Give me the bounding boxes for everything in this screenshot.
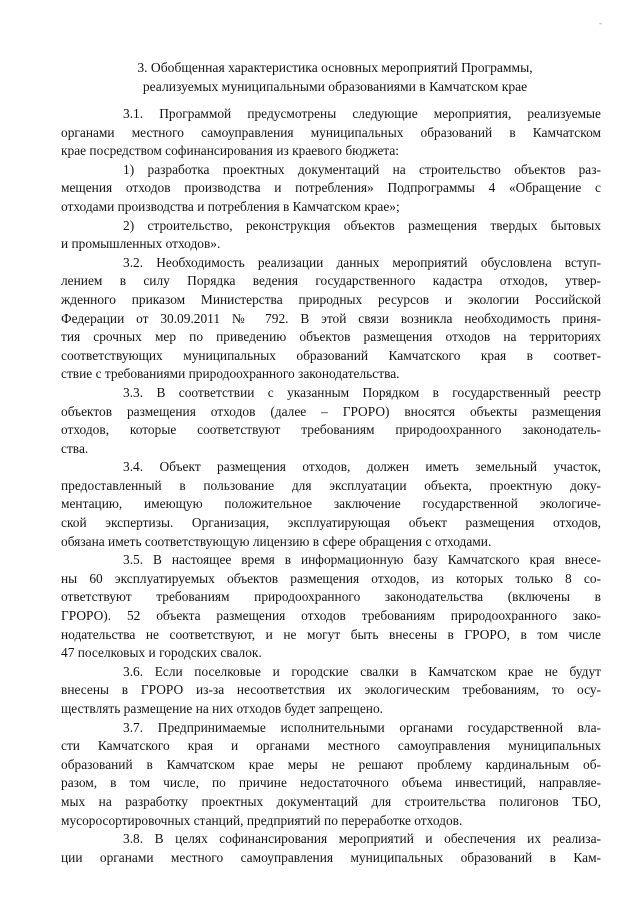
paragraph-line: 3.7. Предпринимаемые исполнительными органами государственной вла- [123,719,601,735]
paragraph-line: 47 поселковых и городских свалок. [61,645,262,661]
paragraph-line: 2) строительство, реконструкция объектов размещения твердых бытовых [123,217,601,233]
section-heading-line-2: реализуемых муниципальными образованиями в Камчатском крае [142,79,528,94]
paragraph-line: ГРОРО). 52 объекта размещения отходов требованиям природоохранного зако- [61,608,601,624]
paragraph [61,254,601,384]
paragraph-line: объектов размещения отходов (далее – ГРОРО) вносятся объекты размещения [61,403,601,419]
paragraph [61,551,601,663]
paragraph-line: ментацию, имеющую положительное заключение государственной экологиче- [61,496,601,512]
corner-mark: - [599,18,602,28]
paragraph-line: тия срочных мер по приведению объектов размещения отходов на территориях [61,329,601,345]
paragraph [61,161,601,217]
paragraph-line: разом, в том числе, по причине недостаточного объема инвестиций, направляе- [61,775,601,791]
paragraph-line: и промышленных отходов». [61,236,221,252]
paragraph-line: жденного приказом Министерства природных ресурсов и экологии Российской [61,291,601,307]
section-heading [80,58,590,96]
paragraph-line: ны 60 эксплуатируемых объектов размещения отходов, из которых только 8 со- [61,570,601,586]
paragraph [61,384,601,458]
paragraph-line: ства. [61,440,89,456]
paragraph-line: ствие с требованиями природоохранного законодательства. [61,366,400,382]
paragraph-line: обязана иметь соответствующую лицензию в сфере обращения с отходами. [61,533,492,549]
paragraph-line: ции органами местного самоуправления муниципальных образований в Кам- [61,849,601,865]
paragraph-line: нодательства не соответствуют, и не могут быть внесены в ГРОРО, в том числе [61,626,601,642]
paragraph-line: сти Камчатского края и органами местного самоуправления муниципальных [61,738,601,754]
paragraph [61,458,601,551]
paragraph [61,830,601,867]
paragraph-line: внесены в ГРОРО из-за несоответствия их экологическим требованиям, то осу- [61,682,601,698]
paragraph-line: мусоросортировочных станций, предприятий по переработке отходов. [61,812,463,828]
paragraph [61,217,601,254]
paragraph-line: отходов, которые соответствуют требованиям природоохранного законодатель- [61,422,601,438]
paragraph-line: образований в Камчатском крае меры не решают проблему кардинальным об- [61,756,601,772]
paragraph-line: органами местного самоуправления муниципальных образований в Камчатском [61,124,601,140]
paragraph-line: 1) разработка проектных документаций на строительство объектов раз- [123,161,601,177]
paragraph-line: 3.6. Если поселковые и городские свалки в Камчатском крае не будут [123,663,601,679]
paragraph-line: Федерации от 30.09.2011 № 792. В этой связи возникла необходимость приня- [61,310,601,326]
paragraph-line: 3.4. Объект размещения отходов, должен иметь земельный участок, [123,459,601,475]
paragraph-line: лением в силу Порядка ведения государственного кадастра отходов, утвер- [61,273,601,289]
paragraph-line: 3.3. В соответствии с указанным Порядком в государственный реестр [123,384,601,400]
section-heading-line-1: 3. Обобщенная характеристика основных мероприятий Программы, [137,60,533,75]
paragraph-line: отходами производства и потребления в Камчатском крае»; [61,198,400,214]
paragraph-line: ществлять размещение на них отходов будет запрещено. [61,701,384,716]
paragraph-line: мещения отходов производства и потребления» Подпрограммы 4 «Обращение с [61,180,601,196]
paragraph [61,719,601,831]
paragraph [61,105,601,161]
paragraph-line: мых на разработку проектных документаций для строительства полигонов ТБО, [61,793,601,809]
paragraph-line: соответствующих муниципальных образований Камчатского края в соответ- [61,347,601,363]
paragraph-line: крае посредством софинансирования из краевого бюджета: [61,143,399,159]
paragraph-line: ответствуют требованиям природоохранного законодательства (включены в [61,589,601,605]
document-body [61,105,601,867]
paragraph-line: 3.5. В настоящее время в информационную базу Камчатского края внесе- [123,552,601,568]
paragraph-line: 3.8. В целях софинансирования мероприятий и обеспечения их реализа- [123,831,601,847]
paragraph [61,663,601,719]
paragraph-line: ской экспертизы. Организация, эксплуатирующая объект размещения отходов, [61,515,601,531]
paragraph-line: 3.1. Программой предусмотрены следующие мероприятия, реализуемые [123,106,601,121]
paragraph-line: предоставленный в пользование для эксплуатации объекта, проектную доку- [61,477,601,493]
paragraph-line: 3.2. Необходимость реализации данных мероприятий обусловлена вступ- [123,254,601,270]
